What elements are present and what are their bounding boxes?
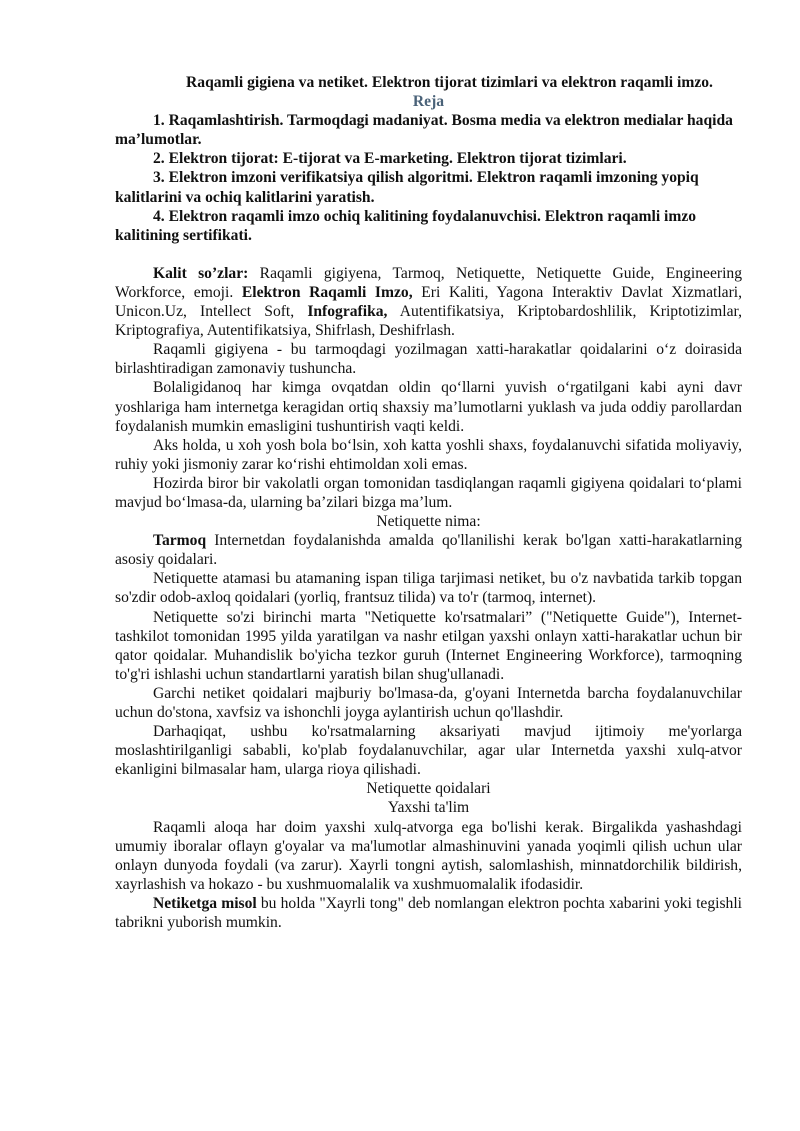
body-paragraph: Raqamli aloqa har doim yaxshi xulq-atvorga ega bo'lishi kerak. Birgalikda yashashdagi umumiy iboralar oflayn g'oyalar va ma'lumotlar almashinuvini yanada yoqimli qilish uchun ular onlayn dunyoda foydali (va zarur). Xayrli tongni aytish, salomlashish, minnatdorchilik bildirish, xayrlashish va hokazo - bu xushmuomalalik va xushmuomalalik ifodasidir. [115,818,742,893]
definition-paragraph [115,531,742,569]
body-paragraph: Garchi netiket qoidalari majburiy bo'lmasa-da, g'oyani Internetda barcha foydalanuvchilar uchun do'stona, xavfsiz va ishonchli joyga aylantirish uchun qo'llashdir. [115,684,742,721]
document-page [115,73,742,932]
example-paragraph [115,894,742,932]
body-paragraph: Bolaligidanoq har kimga ovqatdan oldin qo‘llarni yuvish o‘rgatilgani kabi ayni davr yoshlariga ham internetga keragidan ortiq shaxsiy ma’lumotlarni yuklash va juda oddiy parollardan foydalanish mumkin emasligini tushuntirish vaqti keldi. [115,379,742,435]
keywords-bold: Elektron Raqamli Imzo, [241,283,413,301]
body-paragraph: Aks holda, u xoh yosh bola bo‘lsin, xoh katta yoshli shaxs, foydalanuvchi sifatida moliyaviy, ruhiy yoki jismoniy zarar ko‘rishi ehtimoldan xoli emas. [115,436,742,473]
body-paragraph: Raqamli gigiyena - bu tarmoqdagi yozilmagan xatti-harakatlar qoidalarini o‘z doirasida birlashtiradigan zamonaviy tushuncha. [115,341,742,378]
keywords-text: Raqamli gigiyena, Tarmoq, Netiquette, Netiquette Guide, Engineering Workforce, emoji. [115,264,742,301]
keywords-bold: Infografika, [307,303,388,321]
keywords-text: Eri Kaliti, Yagona Interaktiv Davlat Xizmatlari, Unicon.Uz, Intellect Soft, [115,283,742,321]
plan-item: 3. Elektron imzoni verifikatsiya qilish algoritmi. Elektron raqamli imzoning yopiq kalitlarini va ochiq kalitlarini yaratish. [115,169,699,206]
body-paragraph: Netiquette atamasi bu atamaning ispan tiliga tarjimasi netiket, bu o'z navbatida tarkib topgan so'zdir odob-axloq qoidalari (yorliq, frantsuz tilida) va to'r (tarmoq, internet). [115,570,742,607]
section-heading: Netiquette nima: [376,513,481,531]
term-bold: Tarmoq [153,532,207,550]
body-paragraph: Darhaqiqat, ushbu ko'rsatmalarning aksariyati mavjud ijtimoiy me'yorlarga moslashtirilganligi sababli, ko'plab foydalanuvchilar, agar ular Internetda yaxshi xulq-atvor ekanligini bilmasalar ham, ularga rioya qilishadi. [115,723,742,779]
subsection-heading: Yaxshi ta'lim [387,799,470,817]
example-bold: Netiketga misol [153,894,257,912]
plan-item: 4. Elektron raqamli imzo ochiq kalitining foydalanuvchisi. Elektron raqamli imzo kalitining sertifikati. [115,207,697,244]
keywords-label: Kalit so’zlar: [153,264,249,282]
document-title: Raqamli gigiena va netiket. Elektron tijorat tizimlari va elektron raqamli imzo. [186,74,713,91]
keywords-text: Autentifikatsiya, Kriptobardoshlilik, Kriptotizimlar, Kriptografiya, Autentifikatsiya, Shifrlash, Deshifrlash. [115,303,742,340]
keywords-paragraph [115,264,742,340]
body-paragraph: Netiquette so'zi birinchi marta "Netiquette ko'rsatmalari” ("Netiquette Guide"), Internet-tashkilot tomonidan 1995 yilda yaratilgan va nashr etilgan yaxshi onlayn xatti-harakatlar uchun bir qator qoidalar. Muhandislik bo'yicha tezkor guruh (Internet Engineering Workforce), tarmoqning to'g'ri ishlashi uchun standartlarni yaratish bilan shug'ullanadi. [115,608,742,683]
body-paragraph: Hozirda biror bir vakolatli organ tomonidan tasdiqlangan raqamli gigiyena qoidalari to‘plami mavjud bo‘lmasa-da, ularning ba’zilari bizga ma’lum. [115,474,742,511]
plan-item: 2. Elektron tijorat: E-tijorat va E-marketing. Elektron tijorat tizimlari. [153,150,627,168]
section-heading: Netiquette qoidalari [366,780,491,798]
definition-text: Internetdan foydalanishda amalda qo'llanilishi kerak bo'lgan xatti-harakatlarning asosiy qoidalari. [115,532,742,569]
plan-heading: Reja [412,93,445,111]
example-text: bu holda "Xayrli tong" deb nomlangan elektron pochta xabarini yoki tegishli tabrikni yuborish mumkin. [115,894,742,932]
spacer [115,245,742,264]
plan-item: 1. Raqamlashtirish. Tarmoqdagi madaniyat. Bosma media va elektron medialar haqida ma’lumotlar. [115,112,733,149]
